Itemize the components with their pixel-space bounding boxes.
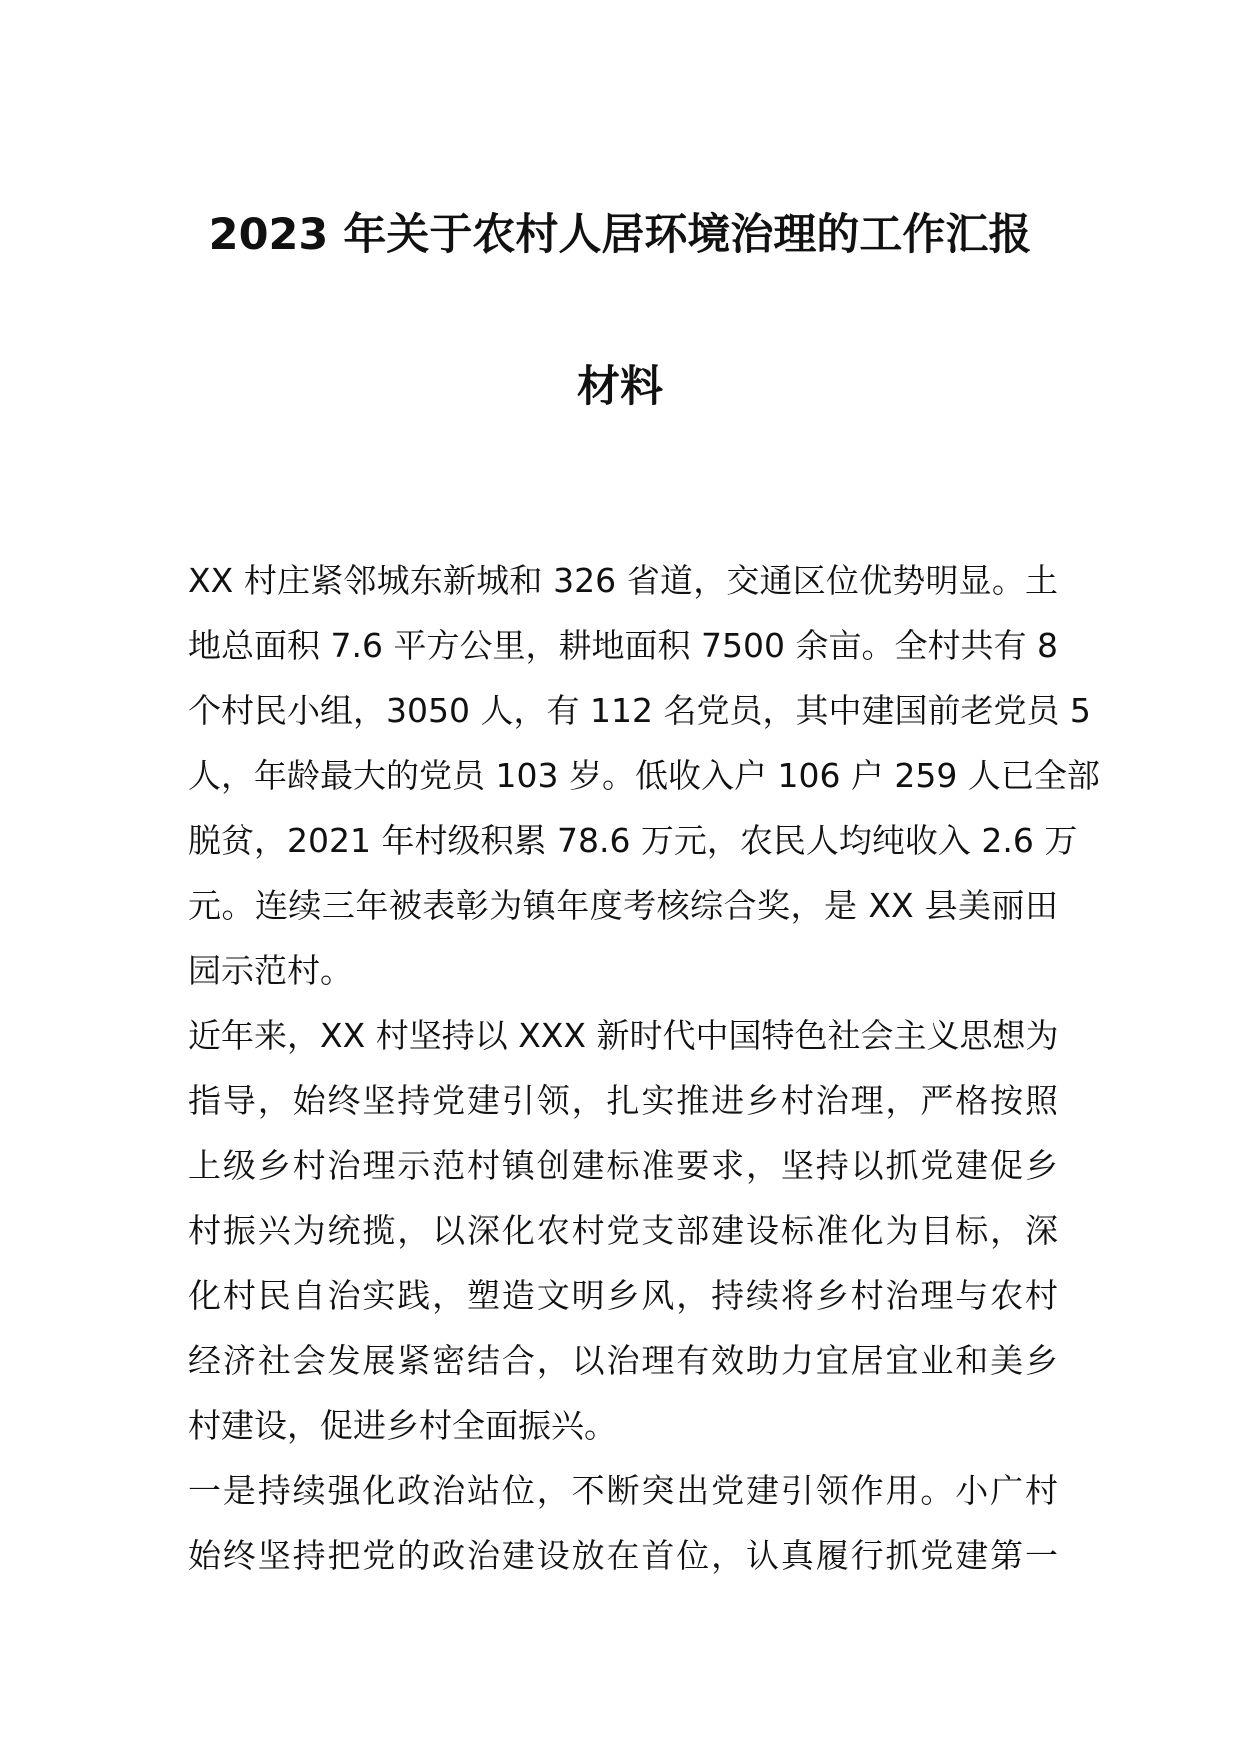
text-line: 园示范村。 (188, 951, 353, 990)
document-body (188, 548, 1100, 1588)
text-line: 始终坚持把党的政治建设放在首位，认真履行抓党建第一 (188, 1536, 1058, 1575)
text-line: 地总面积 7.6 平方公里，耕地面积 7500 余亩。全村共有 8 (188, 626, 1058, 665)
document-title-line-2: 材料 (577, 362, 663, 412)
text-line: XX 村庄紧邻城东新城和 326 省道，交通区位优势明显。土 (188, 561, 1058, 600)
text-line: 化村民自治实践，塑造文明乡风，持续将乡村治理与农村 (188, 1276, 1058, 1315)
text-line: 人，年龄最大的党员 103 岁。低收入户 106 户 259 人已全部 (188, 756, 1100, 795)
text-line: 脱贫，2021 年村级积累 78.6 万元，农民人均纯收入 2.6 万 (188, 821, 1078, 860)
text-line: 村振兴为统揽，以深化农村党支部建设标准化为目标，深 (188, 1211, 1058, 1250)
paragraph-1 (188, 548, 1100, 1003)
document-title-line-1: 2023 年关于农村人居环境治理的工作汇报 (208, 210, 1032, 260)
text-line: 上级乡村治理示范村镇创建标准要求，坚持以抓党建促乡 (188, 1146, 1058, 1185)
text-line: 个村民小组，3050 人，有 112 名党员，其中建国前老党员 5 (188, 691, 1091, 730)
text-line: 一是持续强化政治站位，不断突出党建引领作用。小广村 (188, 1471, 1058, 1510)
text-line: 指导，始终坚持党建引领，扎实推进乡村治理，严格按照 (188, 1081, 1058, 1120)
text-line: 近年来，XX 村坚持以 XXX 新时代中国特色社会主义思想为 (188, 1016, 1059, 1055)
text-line: 村建设，促进乡村全面振兴。 (188, 1406, 617, 1445)
paragraph-3 (188, 1458, 1058, 1588)
paragraph-2 (188, 1003, 1058, 1458)
text-line: 元。连续三年被表彰为镇年度考核综合奖，是 XX 县美丽田 (188, 886, 1058, 925)
text-line: 经济社会发展紧密结合，以治理有效助力宜居宜业和美乡 (188, 1341, 1058, 1380)
